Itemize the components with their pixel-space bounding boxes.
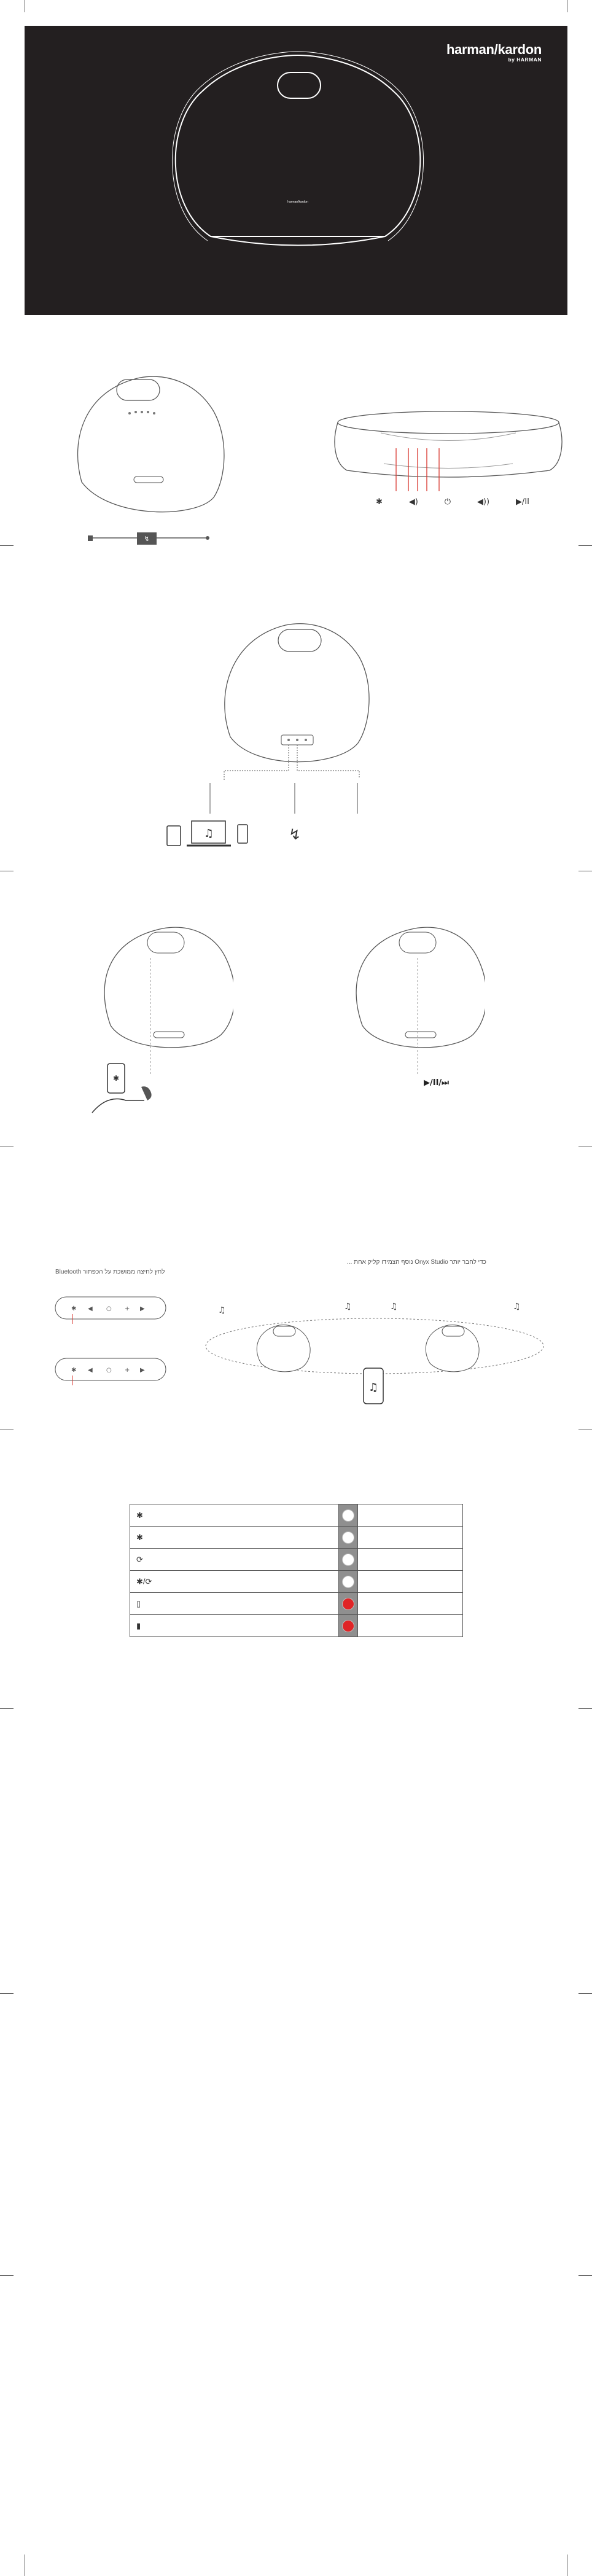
svg-text:♫: ♫ — [513, 1302, 521, 1312]
svg-text:○: ○ — [106, 1367, 112, 1374]
table-row — [130, 1527, 463, 1549]
svg-text:♫: ♫ — [368, 1381, 379, 1394]
svg-text:◀: ◀ — [88, 1367, 93, 1374]
svg-text:▶: ▶ — [140, 1306, 145, 1312]
speaker-pairing-illustration — [98, 921, 233, 1075]
svg-text:✱: ✱ — [112, 1074, 120, 1083]
button-strip-2 — [54, 1357, 171, 1388]
power-adapter-icon — [88, 529, 211, 548]
svg-text:○: ○ — [106, 1306, 112, 1312]
svg-text:✱: ✱ — [71, 1306, 77, 1312]
button-strip-1 — [54, 1296, 171, 1326]
cover-panel — [25, 26, 567, 315]
table-row — [130, 1504, 463, 1527]
speaker-logo: harman/kardon — [287, 200, 308, 204]
led-indicator — [339, 1549, 358, 1571]
svg-text:▶: ▶ — [140, 1367, 145, 1374]
table-row — [130, 1549, 463, 1571]
table-row — [130, 1571, 463, 1593]
volume-down-icon: ◀) — [408, 497, 418, 507]
power-icon: ⏻ — [444, 497, 451, 507]
svg-text:↯: ↯ — [288, 826, 302, 843]
play-pause-icon: ▶/II — [515, 497, 529, 507]
svg-text:◀: ◀ — [88, 1306, 93, 1312]
bluetooth-icon: ✱ — [376, 497, 383, 507]
source-devices — [161, 771, 370, 857]
led-indicator — [339, 1527, 358, 1549]
status-icon: ✱ — [130, 1527, 339, 1549]
svg-text:+: + — [125, 1367, 130, 1374]
svg-text:♫: ♫ — [344, 1302, 352, 1312]
table-row — [130, 1593, 463, 1615]
svg-text:♫: ♫ — [390, 1302, 398, 1312]
speaker-playback-illustration — [350, 921, 485, 1075]
multi-speaker-illustration — [203, 1296, 547, 1425]
table-row — [130, 1615, 463, 1637]
svg-text:+: + — [125, 1306, 130, 1312]
svg-text:✱: ✱ — [71, 1367, 77, 1374]
control-labels — [376, 497, 529, 507]
svg-text:♫: ♫ — [203, 827, 214, 840]
speaker-cover-illustration — [25, 26, 567, 315]
phone-hand-illustration — [89, 1057, 169, 1131]
volume-up-icon: ◀)) — [477, 497, 490, 507]
playback-label: ▶/II/⏭ — [424, 1078, 449, 1088]
status-icon: ✱/⟳ — [130, 1571, 339, 1593]
led-indicator — [339, 1615, 358, 1637]
status-icon: ✱ — [130, 1504, 339, 1527]
led-indicator — [339, 1504, 358, 1527]
status-icon: ▮ — [130, 1615, 339, 1637]
brand-sub: by HARMAN — [508, 56, 542, 63]
svg-text:↯: ↯ — [144, 535, 150, 543]
pairing-heading-left: לחץ לחיצה ממושכת על הכפתור Bluetooth — [55, 1269, 165, 1275]
led-indicator — [339, 1593, 358, 1615]
speaker-rear-illustration — [218, 614, 378, 786]
svg-text:♫: ♫ — [218, 1306, 226, 1315]
led-indicator — [339, 1571, 358, 1593]
status-icon: ⟳ — [130, 1549, 339, 1571]
pairing-heading-right: כדי לחבר יותר Onyx Studio נוסף הצמידו קליק אחת ... — [347, 1259, 486, 1266]
brand-name: harman/kardon — [446, 42, 542, 57]
led-status-table — [130, 1504, 463, 1637]
status-icon: ▯ — [130, 1593, 339, 1615]
